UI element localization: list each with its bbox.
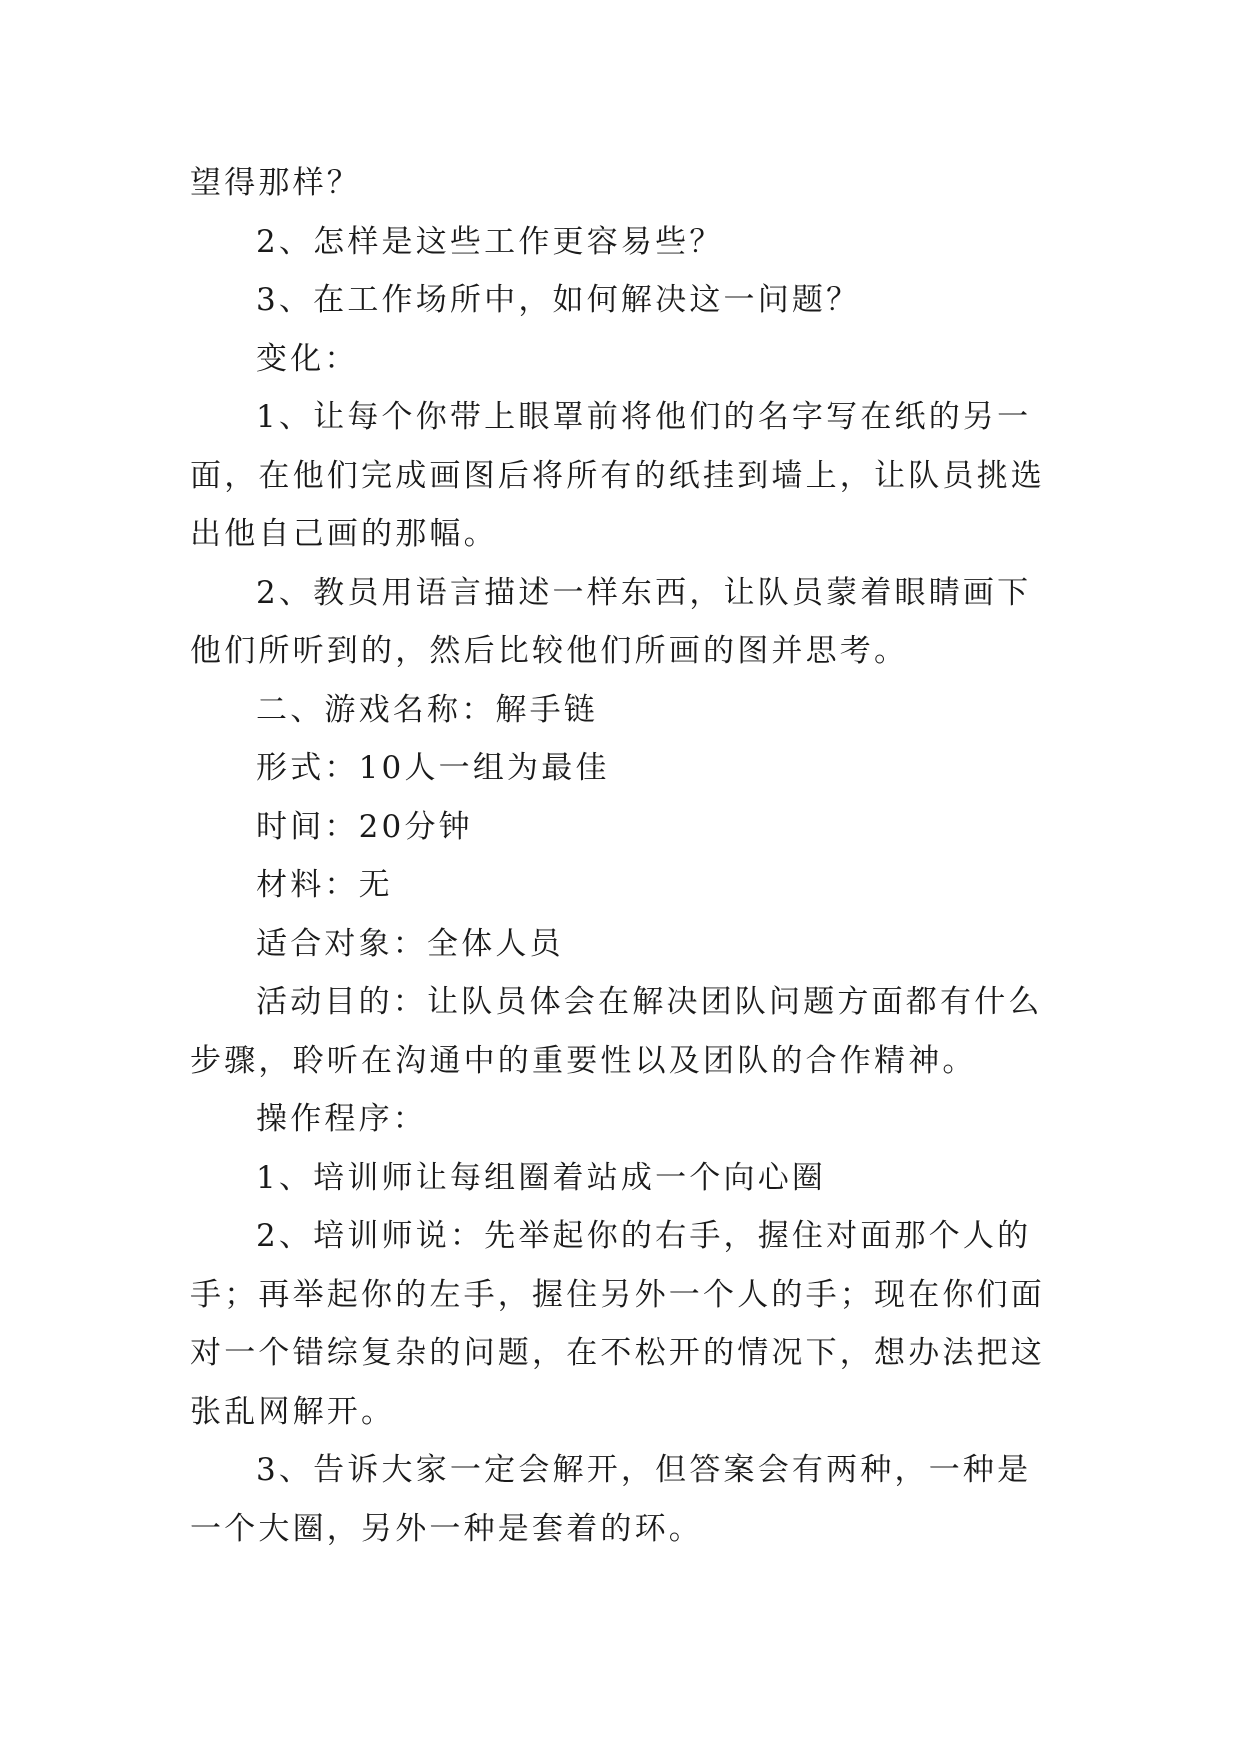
paragraph-purpose: 活动目的：让队员体会在解决团队问题方面都有什么步骤，聆听在沟通中的重要性以及团队的合作精神。 bbox=[190, 984, 1043, 1079]
paragraph-procedure-2: 2、培训师说：先举起你的右手，握住对面那个人的手；再举起你的左手，握住另外一个人的手；现在你们面对一个错综复杂的问题，在不松开的情况下，想办法把这张乱网解开。 bbox=[190, 1218, 1045, 1430]
paragraph-question-3: 3、在工作场所中，如何解决这一问题？ bbox=[256, 282, 861, 318]
paragraph-procedure-3: 3、告诉大家一定会解开，但答案会有两种，一种是一个大圈，另外一种是套着的环。 bbox=[190, 1452, 1032, 1547]
paragraph-variation-1: 1、让每个你带上眼罩前将他们的名字写在纸的另一面，在他们完成画图后将所有的纸挂到墙上，让队员挑选出他自己画的那幅。 bbox=[190, 399, 1045, 552]
paragraph-format: 形式：10人一组为最佳 bbox=[256, 750, 610, 786]
paragraph-variation-heading: 变化： bbox=[256, 340, 359, 377]
paragraph-variation-2: 2、教员用语言描述一样东西，让队员蒙着眼睛画下他们所听到的，然后比较他们所画的图并思考。 bbox=[190, 574, 1032, 669]
paragraph-audience: 适合对象：全体人员 bbox=[256, 925, 564, 962]
paragraph-procedure-heading: 操作程序： bbox=[256, 1101, 427, 1137]
paragraph-time: 时间：20分钟 bbox=[256, 808, 473, 845]
paragraph-materials: 材料：无 bbox=[256, 867, 393, 903]
paragraph-continuation: 望得那样？ bbox=[190, 165, 361, 201]
paragraph-question-2: 2、怎样是这些工作更容易些？ bbox=[256, 223, 724, 260]
paragraph-procedure-1: 1、培训师让每组圈着站成一个向心圈 bbox=[256, 1159, 827, 1196]
paragraph-game-name: 二、游戏名称：解手链 bbox=[256, 691, 598, 728]
document-body bbox=[190, 154, 1060, 1558]
